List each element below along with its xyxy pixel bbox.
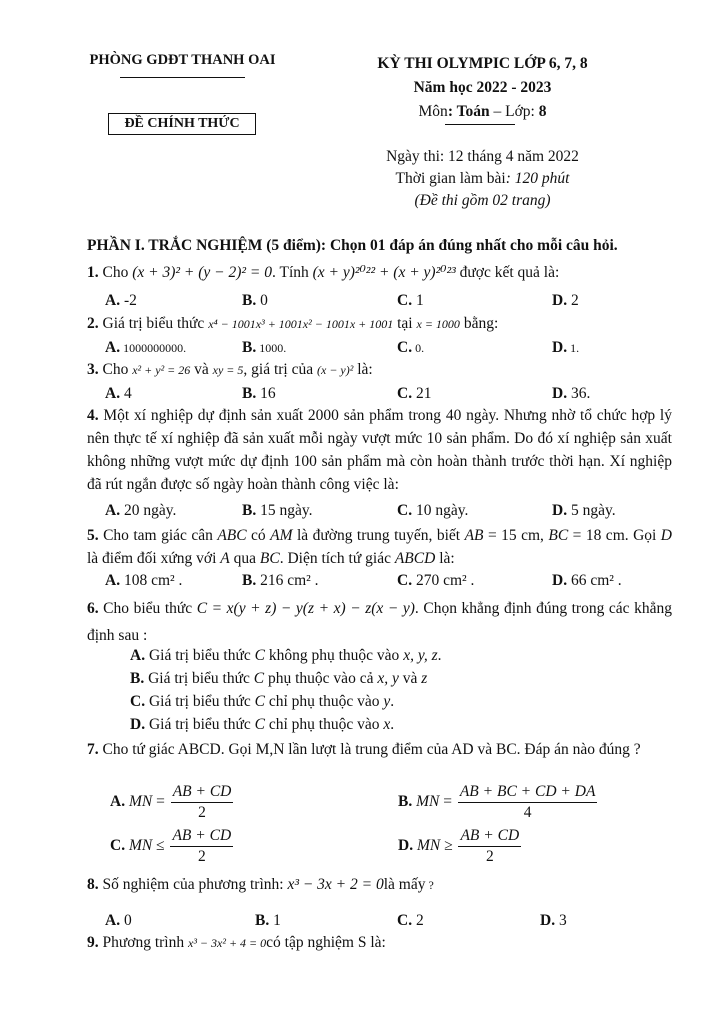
department-name: PHÒNG GDĐT THANH OAI <box>89 52 276 68</box>
department-underline <box>120 77 245 78</box>
q3-options <box>0 383 725 405</box>
q2-post: bằng: <box>459 315 499 332</box>
q4-option-d: D. 5 ngày. <box>552 502 616 519</box>
subject-name: : Toán <box>447 103 490 120</box>
q5-option-c: C. 270 cm² . <box>397 572 475 589</box>
q3-option-c: C. 21 <box>397 385 432 402</box>
question-number: 4. <box>87 407 99 424</box>
q8-pre: Số nghiệm của phương trình: <box>98 876 288 893</box>
q4-options <box>0 500 725 522</box>
subject-grade-prefix: – Lớp: <box>489 103 539 120</box>
q2-pre: Giá trị biểu thức <box>98 315 209 332</box>
q7-text: Cho tứ giác ABCD. Gọi M,N lần lượt là trung điểm của AD và BC. Đáp án nào đúng ? <box>98 741 641 758</box>
q3-option-d: D. 36. <box>552 385 591 402</box>
q7-option-a: A. MN = $\frac{AB + CD}{2}$ <box>110 783 232 821</box>
q3-eq3: (x − y)² <box>317 363 354 377</box>
q6-expression: C = x(y + z) − y(z + x) − z(x − y) <box>196 600 415 617</box>
q3-mid1: và <box>190 361 213 378</box>
q7-option-c: C. MN ≤ $\frac{AB + CD}{2}$ <box>110 827 232 865</box>
q3-eq2: xy = 5 <box>212 363 244 377</box>
question-number: 5. <box>87 527 99 544</box>
q3-eq1: x² + y² = 26 <box>132 363 191 377</box>
q1-options <box>0 290 725 312</box>
q7-option-d: D. MN ≥ $\frac{AB + CD}{2}$ <box>398 827 520 865</box>
exam-title: KỲ THI OLYMPIC LỚP 6, 7, 8 <box>377 55 588 72</box>
official-label-box: ĐỀ CHÍNH THỨC <box>108 113 256 135</box>
q4-option-c: C. 10 ngày. <box>397 502 469 519</box>
q1-pre: Cho <box>98 264 133 281</box>
q2-mid: tại <box>393 315 417 332</box>
q9-post: có tập nghiệm S là: <box>266 934 386 951</box>
question-4 <box>87 404 672 496</box>
q8-qmark: ? <box>425 878 434 892</box>
exam-date: Ngày thi: 12 tháng 4 năm 2022 <box>386 148 579 165</box>
q6-option-b: B. Giá trị biểu thức C phụ thuộc vào cả x, y và z <box>130 670 428 687</box>
q8-post: là mấy <box>383 876 426 893</box>
q1-option-c: C. 1 <box>397 292 424 309</box>
duration-line <box>340 168 625 190</box>
q1-option-b: B. 0 <box>242 292 268 309</box>
q5-option-d: D. 66 cm² . <box>552 572 622 589</box>
question-number: 3. <box>87 361 99 378</box>
q9-equation: x³ − 3x² + 4 = 0 <box>188 936 267 950</box>
question-number: 2. <box>87 315 99 332</box>
q6-option-c: C. Giá trị biểu thức C chỉ phụ thuộc vào y. <box>130 693 395 710</box>
q2-option-c: C. 0. <box>397 339 425 356</box>
duration-value: : 120 phút <box>505 170 570 187</box>
q1-expression: (x + y)²⁰²² + (x + y)²⁰²³ <box>312 264 456 281</box>
question-8 <box>87 874 677 896</box>
q6-pre: Cho biểu thức <box>98 600 197 617</box>
q3-option-a: A. 4 <box>105 385 132 402</box>
question-3 <box>87 359 677 381</box>
section-title: PHẦN I. TRẮC NGHIỆM (5 điểm): Chọn 01 đáp án đúng nhất cho mỗi câu hỏi. <box>87 237 618 254</box>
q2-option-b: B. 1000. <box>242 339 287 356</box>
subject-line <box>340 100 625 124</box>
q3-pre: Cho <box>98 361 133 378</box>
q7-option-b: B. MN = $\frac{AB + BC + CD + DA}{4}$ <box>398 783 596 821</box>
q2-option-a: A. 1000000000. <box>105 339 187 356</box>
subject-prefix: Môn <box>418 103 448 120</box>
school-year: Năm học 2022 - 2023 <box>413 79 552 96</box>
q8-equation: x³ − 3x + 2 = 0 <box>287 876 384 893</box>
q8-option-b: B. 1 <box>255 912 281 929</box>
q6-post: . Chọn khẳng định đúng trong các khẳng định sau : <box>87 600 672 644</box>
q4-option-a: A. 20 ngày. <box>105 502 177 519</box>
q1-option-a: A. -2 <box>105 292 137 309</box>
question-number: 9. <box>87 934 99 951</box>
subject-underline <box>445 124 515 125</box>
q5-option-b: B. 216 cm² . <box>242 572 319 589</box>
q1-option-d: D. 2 <box>552 292 579 309</box>
q3-post: là: <box>353 361 373 378</box>
question-1 <box>87 262 677 284</box>
q1-post: được kết quả là: <box>455 264 560 281</box>
q2-expression: x⁴ − 1001x³ + 1001x² − 1001x + 1001 <box>208 317 394 331</box>
q2-value: x = 1000 <box>416 317 460 331</box>
q5-options <box>0 570 725 592</box>
q8-options <box>0 910 725 932</box>
q6-option-a: A. Giá trị biểu thức C không phụ thuộc vào x, y, z. <box>130 647 442 664</box>
exam-info <box>340 146 625 212</box>
q8-option-c: C. 2 <box>397 912 424 929</box>
q5-option-a: A. 108 cm² . <box>105 572 183 589</box>
q2-option-d: D. 1. <box>552 339 580 356</box>
question-number: 8. <box>87 876 99 893</box>
q4-option-b: B. 15 ngày. <box>242 502 313 519</box>
question-number: 6. <box>87 600 99 617</box>
q2-options <box>0 337 725 359</box>
duration-prefix: Thời gian làm bài <box>395 170 506 187</box>
subject-grade: 8 <box>538 103 547 120</box>
question-5: 5. Cho tam giác cân ABC có AM là đường trung tuyến, biết AB = 15 cm, BC = 18 cm. Gọi D là điểm đối xứng với A qua BC. Diện tích tứ giác ABCD là: <box>87 527 672 567</box>
q9-pre: Phương trình <box>98 934 188 951</box>
q1-equation: (x + 3)² + (y − 2)² = 0 <box>132 264 273 281</box>
question-6 <box>87 595 672 649</box>
question-7 <box>87 738 672 761</box>
q1-mid: . Tính <box>272 264 313 281</box>
question-number: 1. <box>87 264 99 281</box>
question-2 <box>87 313 677 335</box>
question-number: 7. <box>87 741 99 758</box>
q4-text: Một xí nghiệp dự định sản xuất 2000 sản phẩm trong 40 ngày. Nhưng nhờ tổ chức hợp lý nên thực tế xí nghiệp đã sản xuất mỗi ngày vượt mức 10 sản phẩm. Do đó xí nghiệp sản xuất không những vượt mức dự định 100 sản phẩm mà còn hoàn thành trước thời hạn. Xí nghiệp đã rút ngắn được số ngày hoàn thành công việc là: <box>87 407 672 493</box>
question-9 <box>87 932 677 954</box>
pages-note: (Đề thi gồm 02 trang) <box>414 192 551 209</box>
q6-option-d: D. Giá trị biểu thức C chỉ phụ thuộc vào x. <box>130 716 395 733</box>
q8-option-a: A. 0 <box>105 912 132 929</box>
q3-option-b: B. 16 <box>242 385 276 402</box>
exam-header <box>340 52 625 124</box>
q8-option-d: D. 3 <box>540 912 567 929</box>
q3-mid2: , giá trị của <box>243 361 318 378</box>
